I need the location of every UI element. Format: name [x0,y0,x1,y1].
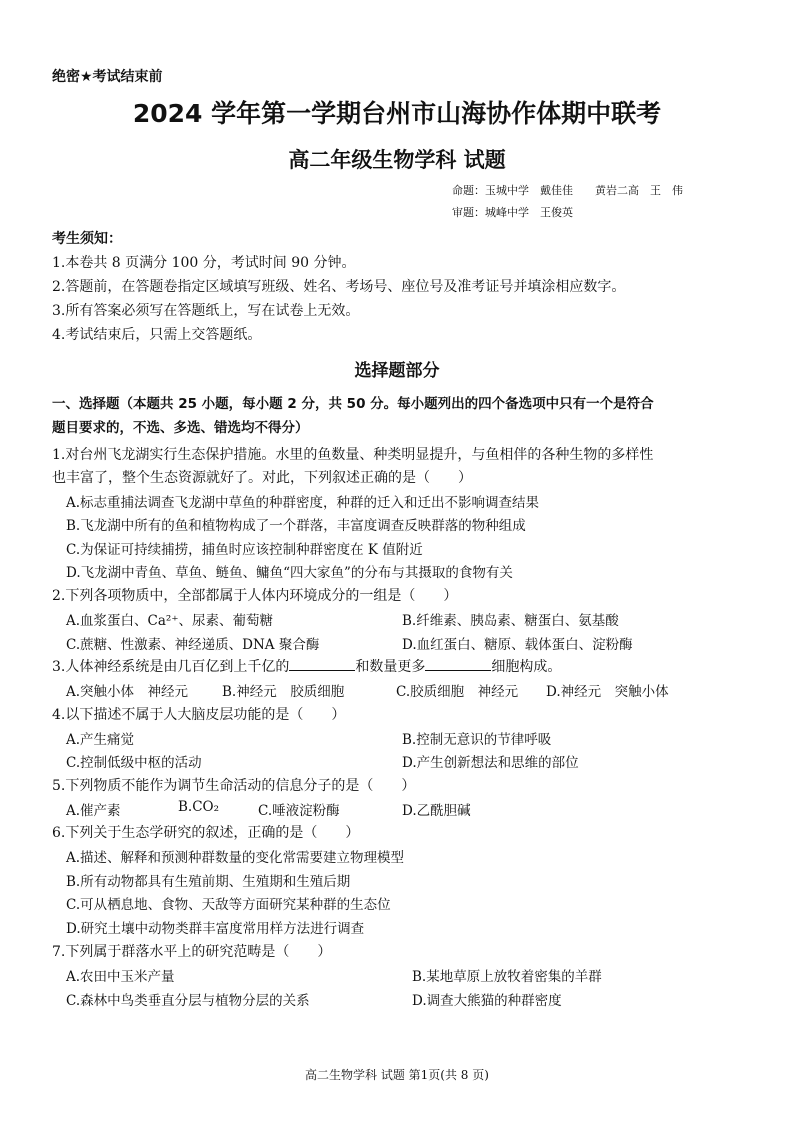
question-1-option-c: C.为保证可持续捕捞，捕鱼时应该控制种群密度在 K 值附近 [66,542,423,558]
question-3-stem-part-2: 和数量更多 [355,659,426,675]
question-4-stem: 4.以下描述不属于人大脑皮层功能的是（ ） [52,707,346,723]
question-2-option-d: D.血红蛋白、糖原、载体蛋白、淀粉酶 [402,637,633,653]
question-2-option-a: A.血浆蛋白、Ca²⁺、尿素、葡萄糖 [66,613,273,629]
notice-item: 3.所有答案必须写在答题纸上，写在试卷上无效。 [52,303,360,319]
question-7-stem: 7.下列属于群落水平上的研究范畴是（ ） [52,944,332,960]
question-5-option-a: A.催产素 [66,803,121,819]
question-5-stem: 5.下列物质不能作为调节生命活动的信息分子的是（ ） [52,778,416,794]
question-6-option-d: D.研究土壤中动物类群丰富度常用样方法进行调查 [66,921,365,937]
answer-blank [289,658,355,671]
question-6-option-b: B.所有动物都具有生殖前期、生殖期和生殖后期 [66,874,351,890]
question-2-option-b: B.纤维素、胰岛素、糖蛋白、氨基酸 [402,613,619,629]
reviewers-line: 审题：城峰中学 王俊英 [452,206,573,219]
notice-item: 1.本卷共 8 页满分 100 分，考试时间 90 分钟。 [52,255,356,271]
page-footer: 高二生物学科 试题 第1页(共 8 页) [305,1068,489,1082]
question-5-option-d: D.乙酰胆碱 [402,803,471,819]
question-3-stem-part-1: 3.人体神经系统是由几百亿到上千亿的 [52,659,290,675]
question-6-option-c: C.可从栖息地、食物、天敌等方面研究某种群的生态位 [66,897,391,913]
question-3-option-c: C.胶质细胞 神经元 [396,684,519,700]
question-4-option-a: A.产生痛觉 [66,732,135,748]
section-intro-cont: 题目要求的，不选、多选、错选均不得分） [52,420,309,436]
question-1-option-a: A.标志重捕法调查飞龙湖中草鱼的种群密度，种群的迁入和迁出不影响调查结果 [66,495,540,511]
notice-item: 4.考试结束后，只需上交答题纸。 [52,327,262,343]
question-6-option-a: A.描述、解释和预测种群数量的变化常需要建立物理模型 [66,850,405,866]
question-3-stem [52,656,561,676]
answer-blank [425,658,491,671]
question-4-option-d: D.产生创新想法和思维的部位 [402,755,579,771]
question-5-option-b: B.CO₂ [178,799,220,815]
section-intro: 一、选择题（本题共 25 小题，每小题 2 分，共 50 分。每小题列出的四个备选项中只有一个是符合 [52,396,654,412]
question-1-stem: 1.对台州飞龙湖实行生态保护措施。水里的鱼数量、种类明显提升，与鱼相伴的各种生物的多样性 [52,447,654,463]
confidential-mark: 绝密★考试结束前 [52,69,163,85]
question-2-option-c: C.蔗糖、性激素、神经递质、DNA 聚合酶 [66,637,320,653]
section-title: 选择题部分 [354,361,440,381]
notice-heading: 考生须知： [52,231,122,247]
question-4-option-c: C.控制低级中枢的活动 [66,755,202,771]
exam-title: 2024 学年第一学期台州市山海协作体期中联考 [132,99,662,128]
authors-line: 命题：玉城中学 戴佳佳 黄岩二高 王 伟 [452,184,683,197]
question-7-option-c: C.森林中鸟类垂直分层与植物分层的关系 [66,993,310,1009]
question-7-option-a: A.农田中玉米产量 [66,969,175,985]
question-4-option-b: B.控制无意识的节律呼吸 [402,732,552,748]
question-5-option-c: C.唾液淀粉酶 [258,803,340,819]
question-1-option-d: D.飞龙湖中青鱼、草鱼、鲢鱼、鳙鱼“四大家鱼”的分布与其摄取的食物有关 [66,565,513,581]
question-6-stem: 6.下列关于生态学研究的叙述，正确的是（ ） [52,825,360,841]
question-7-option-b: B.某地草原上放牧着密集的羊群 [412,969,602,985]
question-3-option-b: B.神经元 胶质细胞 [222,684,345,700]
question-3-option-a: A.突触小体 神经元 [66,684,189,700]
question-3-stem-part-3: 细胞构成。 [491,659,562,675]
question-7-option-d: D.调查大熊猫的种群密度 [412,993,562,1009]
exam-subtitle: 高二年级生物学科 试题 [288,148,506,172]
notice-item: 2.答题前，在答题卷指定区域填写班级、姓名、考场号、座位号及准考证号并填涂相应数字。 [52,279,626,295]
question-1-option-b: B.飞龙湖中所有的鱼和植物构成了一个群落，丰富度调查反映群落的物种组成 [66,518,526,534]
question-2-stem: 2.下列各项物质中，全部都属于人体内环境成分的一组是（ ） [52,588,458,604]
question-1-stem-cont: 也丰富了，整个生态资源就好了。对此，下列叙述正确的是（ ） [52,470,472,486]
question-3-option-d: D.神经元 突触小体 [546,684,669,700]
